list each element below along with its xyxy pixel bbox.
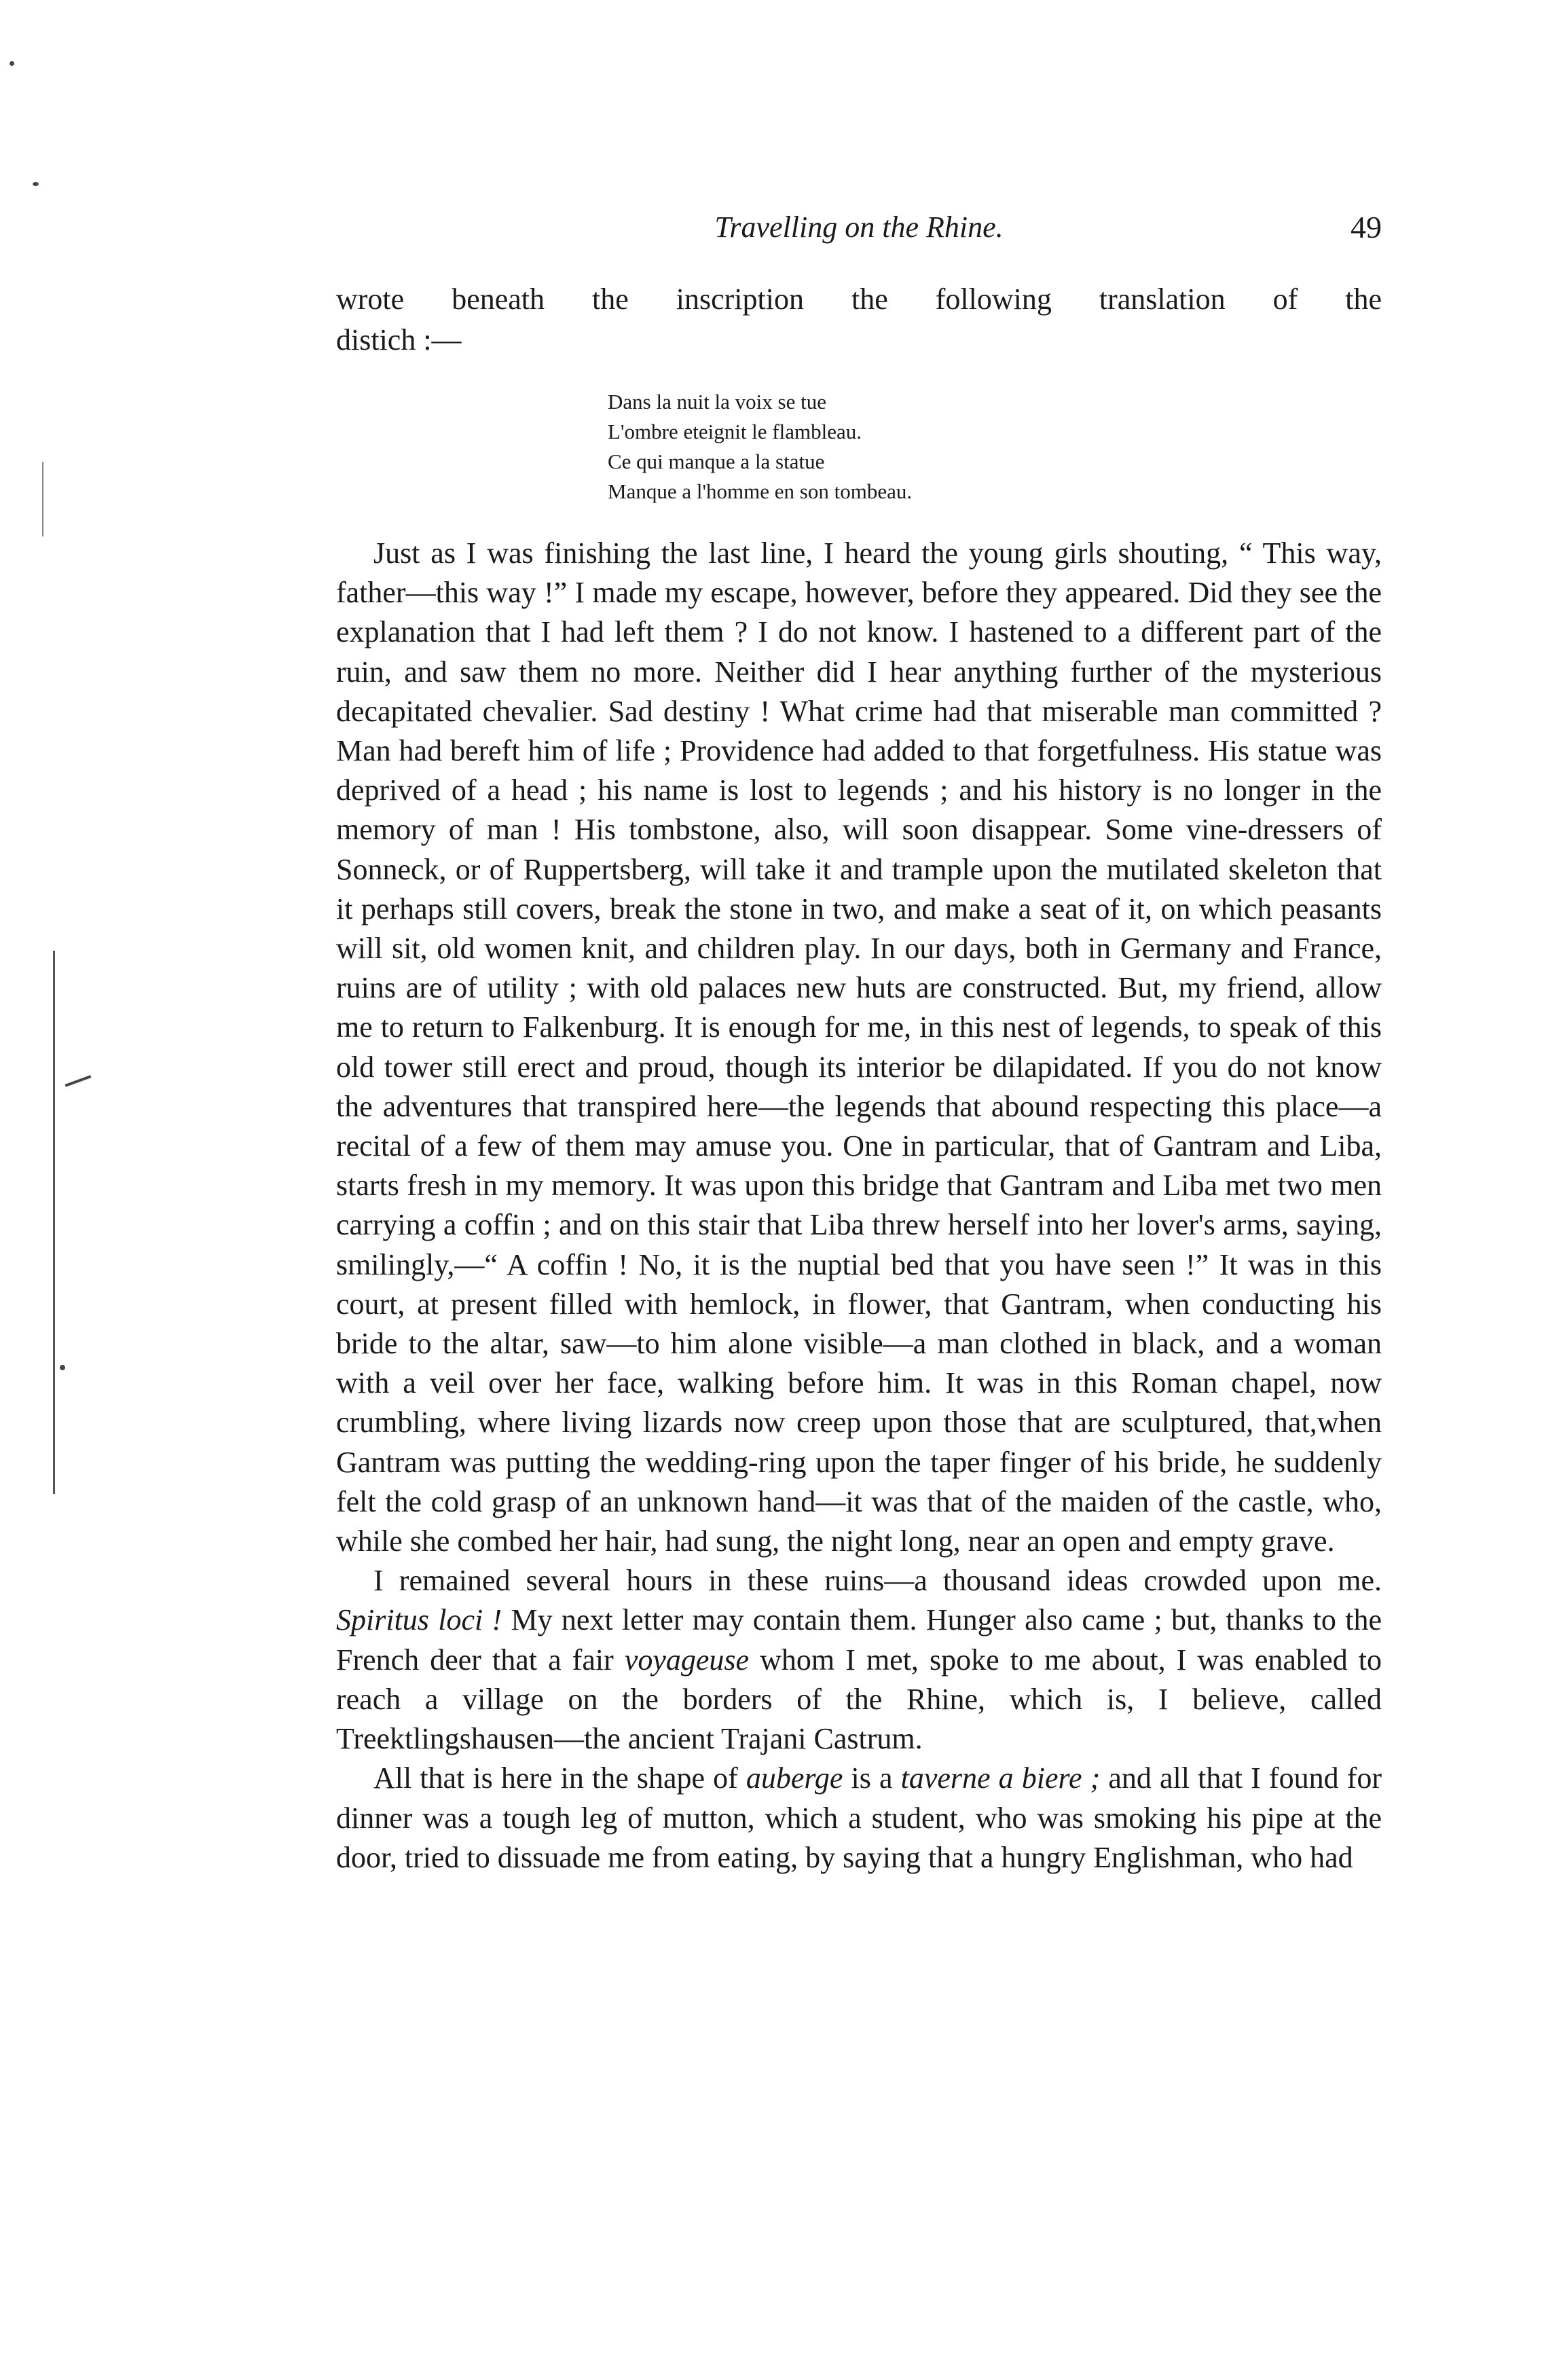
- page-header: [336, 207, 1382, 248]
- paragraph-ruins: Just as I was finishing the last line, I heard the young girls shouting, “ This way, father—this way !” I made my escape, however, before they appeared. Did they see the explanation that I had left them ? I do not know. I hastened to a different part of the ruin, and saw them no more. Neither did I hear anything further of the mysterious decapitated chevalier. Sad destiny ! What crime had that miserable man committed ? Man had bereft him of life ; Providence had added to that forgetfulness. His statue was deprived of a head ; his name is lost to legends ; and his history is no longer in the memory of man ! His tombstone, also, will soon disappear. Some vine-dressers of Sonneck, or of Ruppertsberg, will take it and trample upon the mutilated skeleton that it perhaps still covers, break the stone in two, and make a seat of it, on which peasants will sit, old women knit, and children play. In our days, both in Germany and France, ruins are of utility ; with old palaces new huts are constructed. But, my friend, allow me to return to Falkenburg. It is enough for me, in this nest of legends, to speak of this old tower still erect and proud, though its interior be dilapidated. If you do not know the adventures that transpired here—the legends that abound respecting this place—a recital of a few of them may amuse you. One in particular, that of Gantram and Liba, starts fresh in my memory. It was upon this bridge that Gantram and Liba met two men carrying a coffin ; and on this stair that Liba threw herself into her lover's arms, saying, smilingly,—“ A coffin ! No, it is the nuptial bed that you have seen !” It was in this court, at present filled with hemlock, in flower, that Gantram, when conducting his bride to the altar, saw—to him alone visible—a man clothed in black, and a woman with a veil over her face, walking before him. It was in this Roman chapel, now crumbling, where living lizards now creep upon those that are sculptured, that,when Gantram was putting the wedding-ring upon the taper finger of his bride, he suddenly felt the cold grasp of an unknown hand—it was that of the maiden of the castle, who, while she combed her hair, had sung, the night long, near an open and empty grave.: [336, 536, 1382, 1558]
- poem-line: L'ombre eteignit le flambleau.: [608, 420, 862, 443]
- margin-scan-marks: [0, 0, 109, 2380]
- poem-line: Dans la nuit la voix se tue: [608, 390, 826, 414]
- text-run: and all that I found for dinner was a tough leg of mutton, which a student, who was smoking his pipe at the door, tried to dissuade me from eating, by saying that a hungry Englishman, who had: [336, 1761, 1382, 1874]
- distich-translation: [608, 387, 1219, 507]
- italic-phrase: taverne a biere ;: [900, 1761, 1101, 1795]
- italic-phrase: Spiritus loci !: [336, 1603, 502, 1637]
- intro-line: wrote beneath the inscription the following translation of the: [336, 282, 1382, 316]
- running-title: Travelling on the Rhine.: [714, 210, 1004, 244]
- italic-phrase: auberge: [746, 1761, 843, 1795]
- page-number: 49: [1351, 210, 1382, 244]
- italic-phrase: voyageuse: [624, 1643, 750, 1677]
- text-run: My next letter may contain them. Hunger also came ; but, thanks to the French deer that a fair: [336, 1603, 1382, 1677]
- poem-line: Ce qui manque a la statue: [608, 450, 825, 473]
- text-run: I remained several hours in these ruins—a thousand ideas crowded upon me.: [373, 1564, 1382, 1598]
- paragraph-ideas: [336, 1561, 1382, 1759]
- body-text: [336, 534, 1382, 1878]
- paragraph-auberge: [336, 1759, 1382, 1878]
- intro-line-end: distich :—: [336, 323, 462, 356]
- text-run: whom I met, spoke to me about, I was enabled to reach a village on the borders of the Rhine, which is, I believe, called Treektlingshausen—the ancient Trajani Castrum.: [336, 1643, 1382, 1756]
- text-run: is a: [843, 1761, 901, 1795]
- text-run: All that is here in the shape of: [373, 1761, 746, 1795]
- poem-line: Manque a l'homme en son tombeau.: [608, 479, 913, 503]
